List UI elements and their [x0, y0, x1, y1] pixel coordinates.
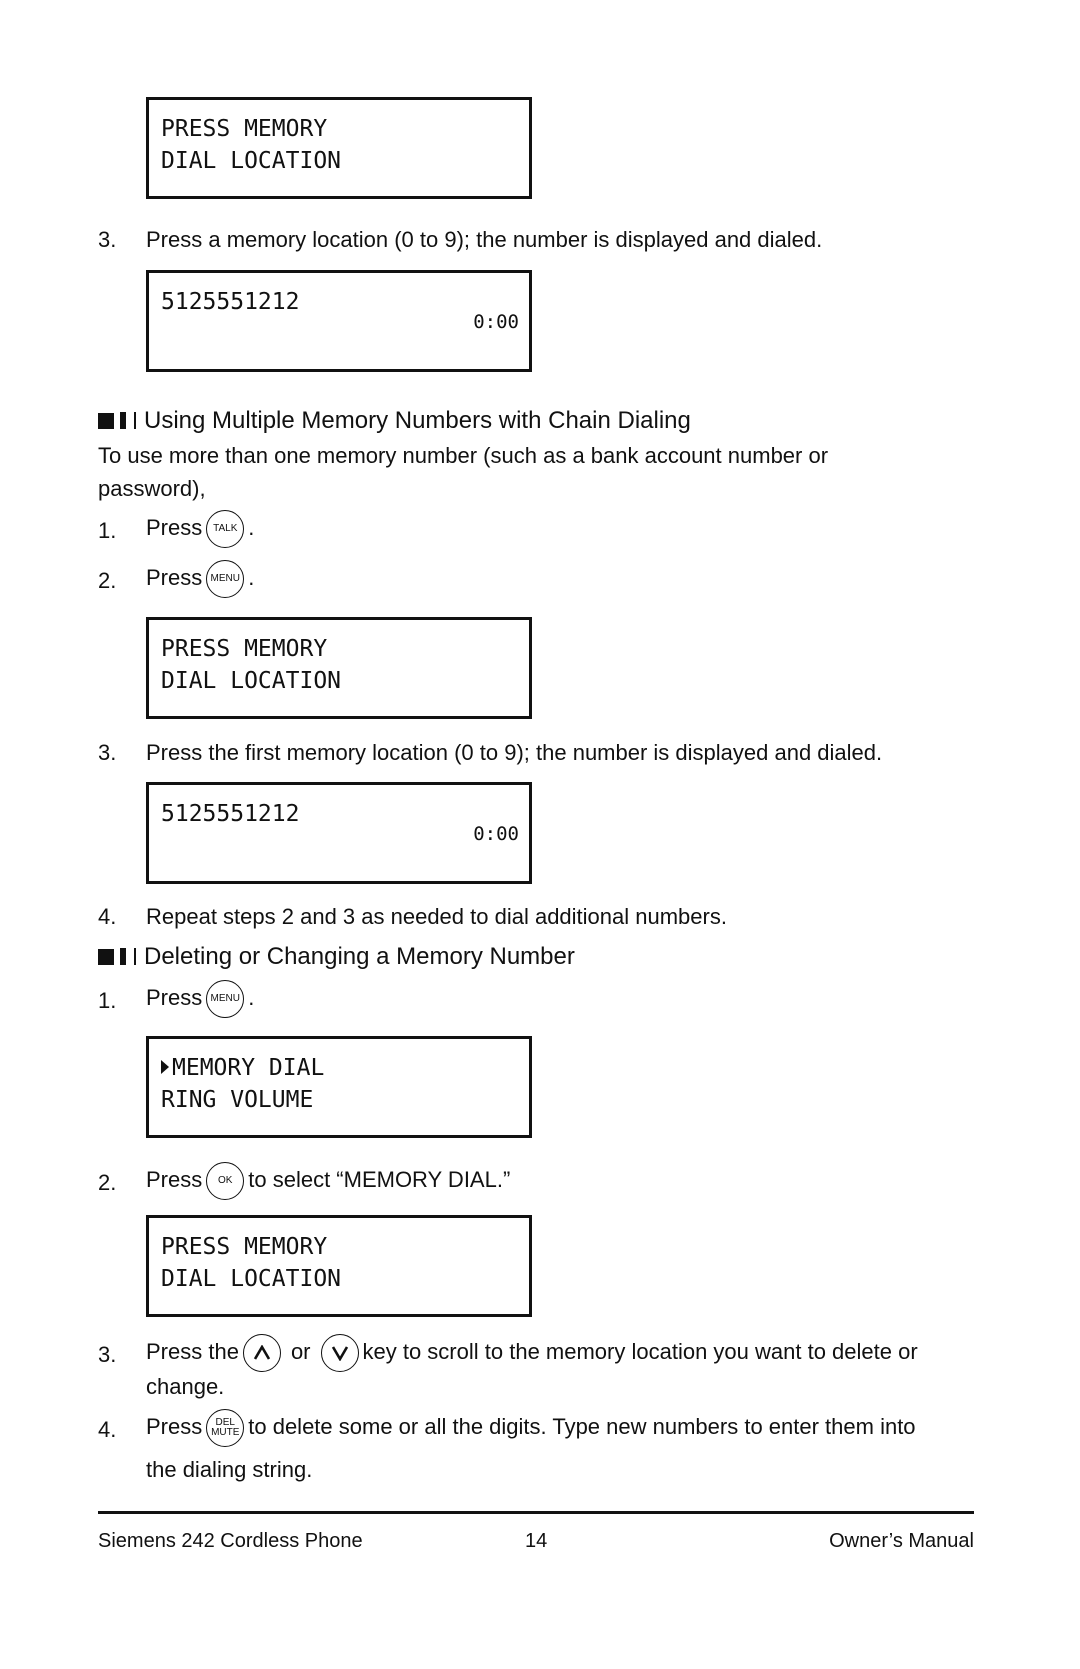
del-mute-key-icon	[206, 1409, 244, 1447]
step-text-mid: or	[290, 1338, 311, 1364]
talk-key-icon: TALK	[206, 510, 244, 548]
heading-bar-icon	[120, 412, 126, 429]
step-text	[146, 560, 254, 598]
lcd-line: PRESS MEMORY	[161, 636, 328, 662]
step-text-continuation: the dialing string.	[146, 1457, 313, 1482]
lcd-screen	[146, 270, 532, 372]
ok-key-icon: OK	[206, 1162, 244, 1200]
lcd-line: DIAL LOCATION	[161, 1266, 342, 1292]
step-text-post: .	[248, 984, 255, 1010]
step-text	[146, 1409, 916, 1447]
section-heading	[98, 407, 691, 435]
step-text-pre: Press	[146, 564, 203, 590]
step-number: 2.	[98, 1170, 117, 1195]
paragraph: To use more than one memory number (such as a bank account number or password),	[98, 443, 829, 501]
step-text: Repeat steps 2 and 3 as needed to dial additional numbers.	[146, 904, 727, 929]
step-number: 1.	[98, 518, 117, 543]
lcd-line: PRESS MEMORY	[161, 116, 328, 142]
step-text	[146, 510, 254, 548]
cursor-arrow-icon	[161, 1060, 169, 1074]
step-number: 1.	[98, 988, 117, 1013]
lcd-line: PRESS MEMORY	[161, 1234, 328, 1260]
lcd-line: RING VOLUME	[161, 1087, 314, 1113]
lcd-screen	[146, 1036, 532, 1138]
page-number: 14	[525, 1530, 548, 1552]
step-number: 3.	[98, 740, 117, 765]
lcd-timer: 0:00	[473, 311, 519, 333]
step-text: Press a memory location (0 to 9); the number is displayed and dialed.	[146, 227, 823, 252]
lcd-line: 5125551212	[161, 801, 300, 827]
lcd-screen	[146, 782, 532, 884]
step-text-post: .	[248, 514, 255, 540]
lcd-screen	[146, 617, 532, 719]
lcd-line	[161, 1055, 324, 1081]
lcd-screen	[146, 1215, 532, 1317]
step-text-pre: Press	[146, 984, 203, 1010]
step-text-post: key to scroll to the memory location you want to delete or	[362, 1338, 918, 1364]
lcd-line: DIAL LOCATION	[161, 668, 342, 694]
lcd-line: DIAL LOCATION	[161, 148, 342, 174]
lcd-line: 5125551212	[161, 289, 300, 315]
lcd-screen	[146, 97, 532, 199]
menu-key-icon: MENU	[206, 980, 244, 1018]
step-text-post: to delete some or all the digits. Type new numbers to enter them into	[248, 1413, 916, 1439]
menu-key-icon: MENU	[206, 560, 244, 598]
step-number: 3.	[98, 227, 117, 252]
step-number: 3.	[98, 1342, 117, 1367]
footer-left: Siemens 242 Cordless Phone	[98, 1530, 363, 1552]
up-arrow-key-icon	[243, 1334, 281, 1372]
key-label-top: DEL	[215, 1417, 235, 1428]
step-number: 4.	[98, 1417, 117, 1442]
down-arrow-key-icon	[321, 1334, 359, 1372]
step-text	[146, 980, 254, 1018]
step-text-pre: Press	[146, 1166, 203, 1192]
heading-text: Using Multiple Memory Numbers with Chain Dialing	[144, 407, 691, 434]
step-text	[146, 1162, 510, 1200]
lcd-line-text: MEMORY DIAL	[172, 1055, 325, 1081]
lcd-timer: 0:00	[473, 823, 519, 845]
step-number: 4.	[98, 904, 117, 929]
step-text-pre: Press the	[146, 1338, 239, 1364]
heading-square-icon	[98, 949, 114, 965]
step-number: 2.	[98, 568, 117, 593]
step-text-pre: Press	[146, 514, 203, 540]
footer-divider	[98, 1511, 974, 1514]
heading-bar-icon	[120, 948, 126, 965]
key-label-bottom: MUTE	[211, 1427, 240, 1438]
section-heading	[98, 943, 575, 971]
step-text	[146, 1334, 918, 1372]
heading-line-icon	[134, 948, 136, 965]
heading-line-icon	[134, 412, 136, 429]
step-text-pre: Press	[146, 1413, 203, 1439]
step-text: Press the first memory location (0 to 9); the number is displayed and dialed.	[146, 740, 883, 765]
step-text-post: .	[248, 564, 255, 590]
footer-right: Owner’s Manual	[829, 1530, 974, 1552]
heading-text: Deleting or Changing a Memory Number	[144, 943, 575, 970]
step-text-post: to select “MEMORY DIAL.”	[248, 1166, 511, 1192]
step-text-continuation: change.	[146, 1374, 225, 1399]
heading-square-icon	[98, 413, 114, 429]
